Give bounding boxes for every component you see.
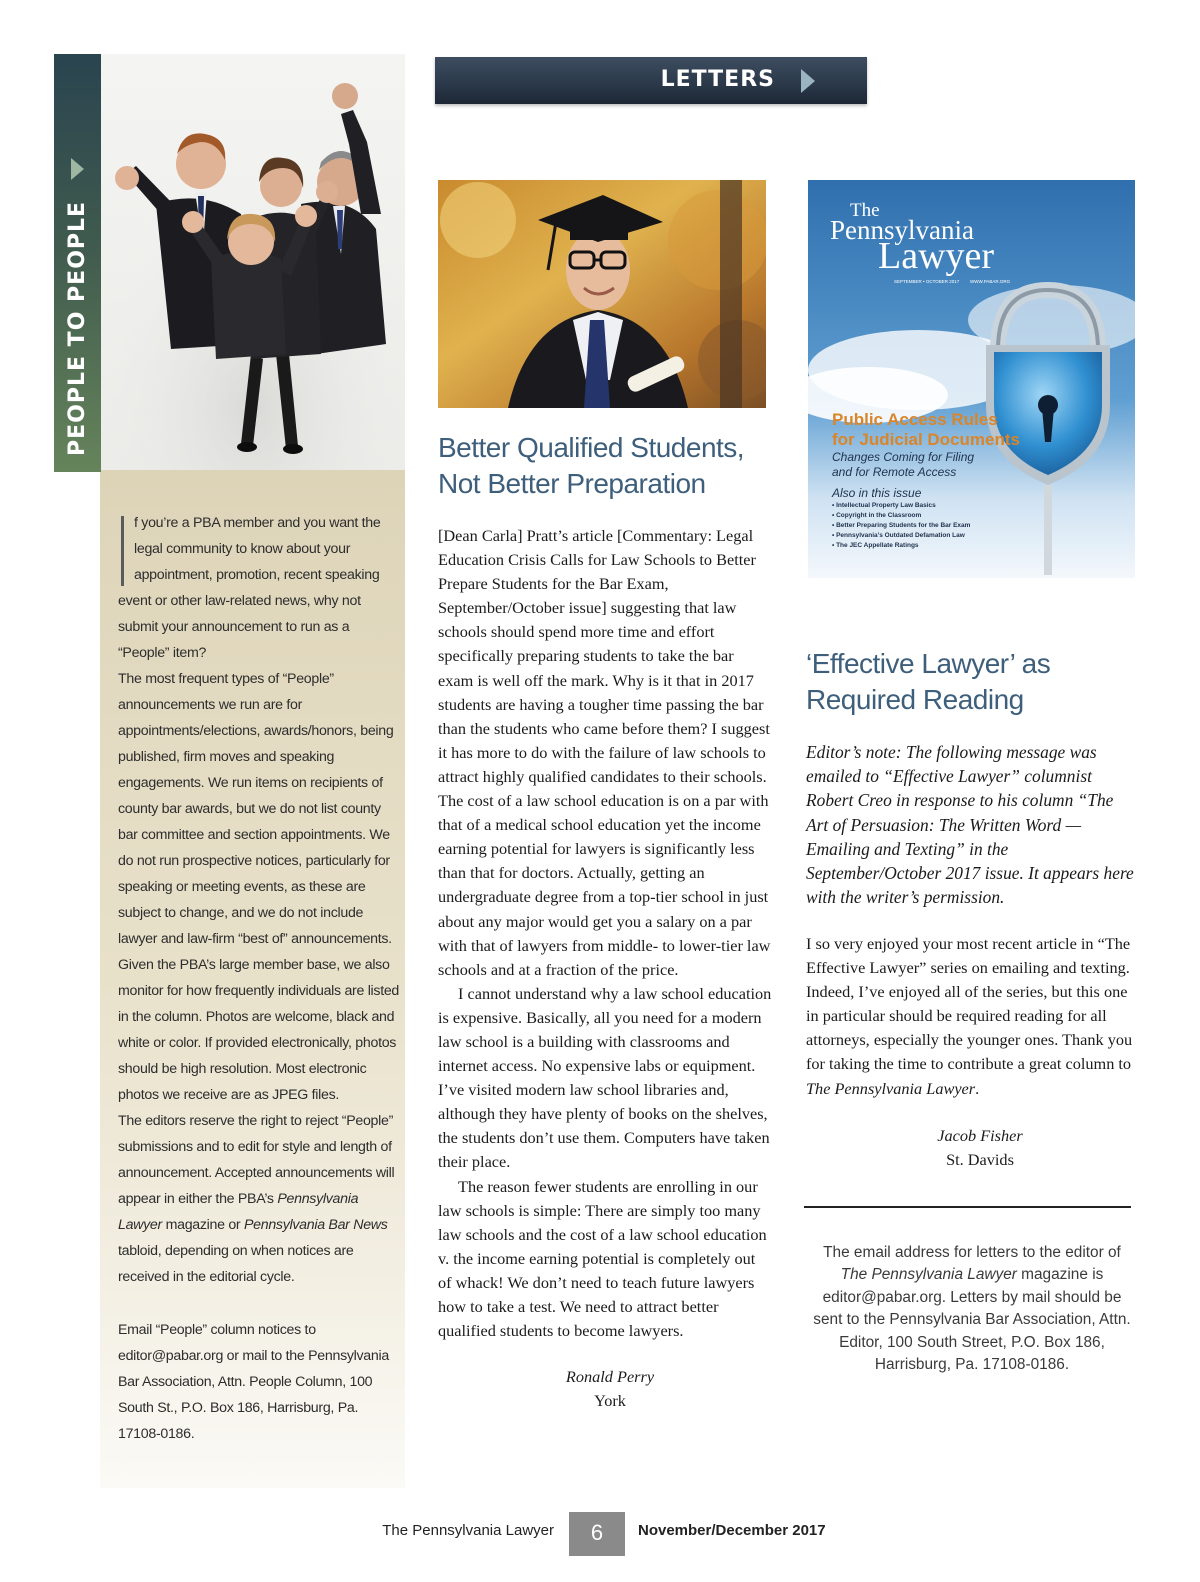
cover-title-lawyer: Lawyer (878, 235, 995, 277)
article1-paragraph: The reason fewer students are enrolling in our law schools is simple: There are simply too many law schools and the cost of a law school education v. the income earning potential is completely out of whack! We don’t need to teach future lawyers how to take a test. We need to attract better qualified students to become lawyers. (438, 1176, 767, 1341)
sidebar-rights-text-c: tabloid, depending on when notices are received in the editorial cycle. (118, 1243, 354, 1285)
magazine-cover (808, 180, 1135, 578)
cover-feature-sub2: and for Remote Access (832, 465, 957, 479)
sidebar-submission-contact: Email “People” column notices to editor@pabar.org or mail to the Pennsylvania Bar Association, Attn. People Column, 100 South St., P.O. Box 186, Harrisburg, Pa. 17108-0186. (118, 1322, 389, 1442)
sidebar-rights-text-a: The editors reserve the right to reject “People” submissions and to edit for style and length of announcement. Accepted announcements will appear in either the PBA’s (118, 1113, 395, 1207)
article1-paragraph: [Dean Carla] Pratt’s article [Commentary: Legal Education Crisis Calls for Law Schools to Better Prepare Students for the Bar Exam, September/October issue] suggesting that law schools should spend more time and effort specifically preparing students to take the bar exam is well off the mark. Why is it that in 2017 students are having a tougher time passing the bar than the students who came before them? I suggest it has more to do with the failure of law schools to attract highly qualified candidates to their schools. The cost of a law school education is on a par with that of a medical school education yet the income earning potential for lawyers is significantly less than that for doctors. Actually, getting an undergraduate degree from a top-tier school in just about any major would get you a salary on a par with that of lawyers from middle- to lower-tier law schools and at a fraction of the price. (438, 526, 771, 979)
article2-author-place: St. Davids (946, 1150, 1014, 1169)
letters-banner-title: LETTERS (660, 67, 775, 92)
cover-feature-sub1: Changes Coming for Filing (832, 450, 975, 464)
article1-headline-line1: Better Qualified Students, (438, 432, 745, 463)
section-divider (804, 1206, 1131, 1208)
sidebar-intro-text: f you’re a PBA member and you want the legal community to know about your appointment, promotion, recent speaking event or other law-related news, why not submit your announcement to run as a “People” item? (118, 515, 381, 661)
cover-title-the: The (850, 200, 880, 221)
cover-issue: SEPTEMBER • OCTOBER 2017 (894, 279, 960, 284)
letters-submission-info (808, 1242, 1136, 1376)
article1-headline (438, 430, 768, 502)
letters-banner (435, 57, 867, 104)
article1-signature (540, 1365, 680, 1413)
arrow-right-icon (801, 69, 815, 93)
article2-headline-line2: Required Reading (806, 684, 1024, 715)
sidebar-rights-text-b: magazine or (161, 1217, 244, 1233)
sidebar-editorial-rights (118, 1108, 404, 1290)
cover-feature-line1: Public Access Rules (832, 410, 998, 429)
cover-also-item: • Better Preparing Students for the Bar Exam (832, 522, 971, 529)
people-to-people-tab (54, 54, 101, 472)
cover-web: WWW.PABAR.ORG (970, 279, 1011, 284)
article2-author-name: Jacob Fisher (937, 1126, 1023, 1145)
footer-issue-date: November/December 2017 (638, 1522, 826, 1539)
article1-author-name: Ronald Perry (565, 1367, 655, 1386)
article2-editor-note: Editor’s note: The following message was emailed to “Effective Lawyer” columnist Robert Creo in response to his column “The Art of Persuasion: The Written Word — Emailing and Texting” in the September/October 2017 issue. It appears here with the writer’s permission. (806, 742, 1134, 908)
page-number: 6 (569, 1512, 625, 1556)
article2-magazine-name: The Pennsylvania Lawyer (806, 1078, 976, 1098)
sidebar-intro-paragraph (118, 510, 404, 666)
cover-feature (832, 410, 1020, 551)
cover-also-item: • Intellectual Property Law Basics (832, 502, 936, 509)
article2-body-text: I so very enjoyed your most recent article in “The Effective Lawyer” series on emailing and texting. Indeed, I’ve enjoyed all of the series, but this one in particular should be required reading for all attorneys, especially the younger ones. Thank you for taking the time to contribute a great column to (806, 934, 1133, 1074)
article2-headline-line1: ‘Effective Lawyer’ as (806, 648, 1051, 679)
photo-cheering-professionals (101, 54, 405, 470)
dropcap-initial (121, 516, 124, 586)
people-to-people-label: PEOPLE TO PEOPLE (65, 200, 90, 456)
article2-headline (806, 646, 1136, 718)
cover-also-heading: Also in this issue (832, 486, 922, 500)
cover-also-item: • Pennsylvania’s Outdated Defamation Law (832, 532, 965, 539)
letters-info-text-a: The email address for letters to the editor of (823, 1244, 1121, 1261)
article2-signature (910, 1124, 1050, 1172)
letters-info-magazine: The Pennsylvania Lawyer (840, 1266, 1017, 1284)
letters-info-text-b: magazine is editor@pabar.org. Letters by mail should be sent to the Pennsylvania Bar Association, Attn. Editor, 100 South Street, P.O. Box 186, Harrisburg, Pa. 17108-0186. (813, 1266, 1131, 1374)
cover-also-item: • The JEC Appellate Ratings (832, 542, 919, 549)
article1-headline-line2: Not Better Preparation (438, 468, 706, 499)
article1-author-place: York (594, 1391, 626, 1410)
cover-title-pennsylvania: Pennsylvania (830, 215, 974, 245)
footer-publication: The Pennsylvania Lawyer (382, 1522, 554, 1539)
article1-body (438, 524, 772, 1343)
article1-paragraph: I cannot understand why a law school education is expensive. Basically, all you need for a modern law school is a building with classrooms and internet access. No expensive labs or equipment. I’ve visited modern law school libraries and, although they have plenty of books on the shelves, the students don’t use them. Computers have taken their place. (438, 983, 772, 1172)
sidebar-announcement-types: The most frequent types of “People” announcements we run are for appointments/elections, awards/honors, being published, firm moves and speaking engagements. We run items on recipients of county bar awards, but we do not list county bar committee and section appointments. We do not run prospective notices, particularly for speaking or meeting events, as these are subject to change, and we do not include lawyer and law-firm “best of” announcements. Given the PBA’s large member base, we also monitor for how frequently individuals are listed in the column. Photos are welcome, black and white or color. If provided electronically, photos should be high resolution. Most electronic photos we receive are as JPEG files. (118, 671, 400, 1103)
article2-body (806, 932, 1136, 1101)
article2-body-end: . (975, 1078, 980, 1098)
cover-feature-line2: for Judicial Documents (832, 430, 1020, 449)
arrow-right-icon (71, 158, 84, 180)
cover-also-item: • Copyright in the Classroom (832, 512, 922, 519)
sidebar-rights-magazine: Pennsylvania Lawyer (118, 1191, 359, 1233)
photo-graduate-student (438, 180, 766, 408)
sidebar-rights-tabloid: Pennsylvania Bar News (244, 1217, 388, 1233)
